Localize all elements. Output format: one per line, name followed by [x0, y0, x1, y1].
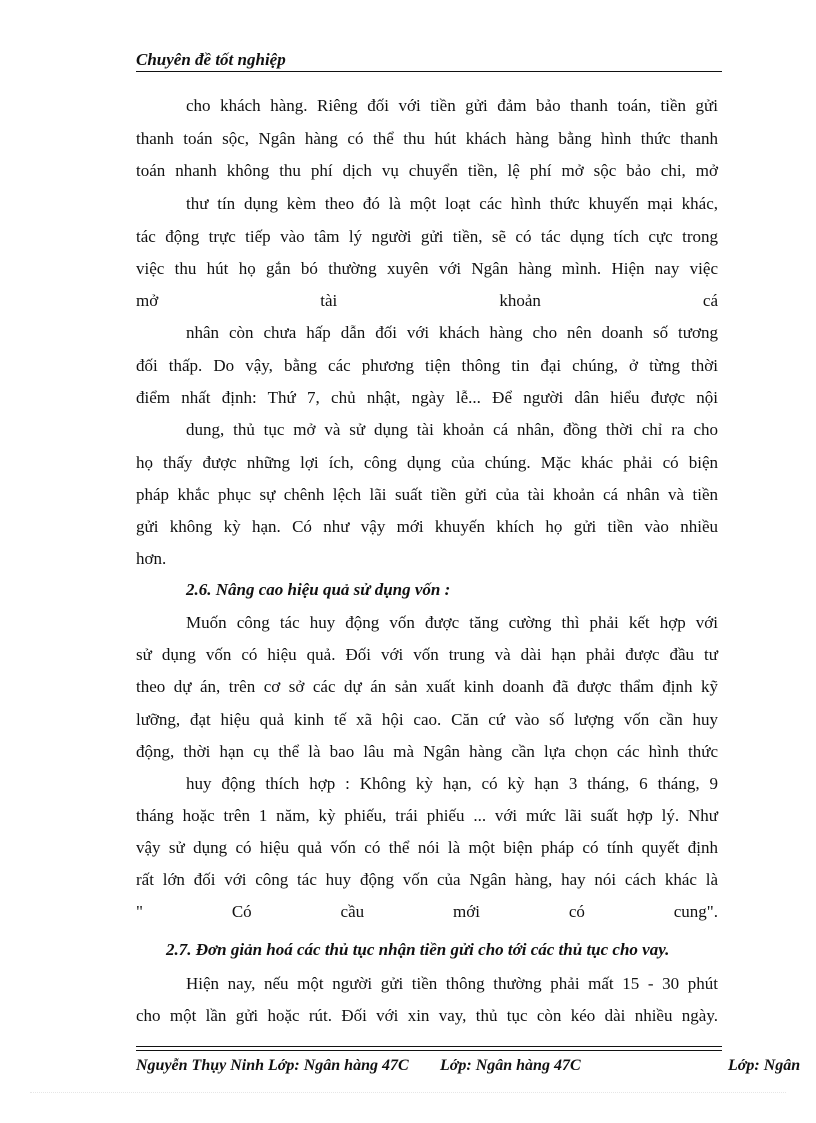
body-line: sử dụng vốn có hiệu quả. Đối với vốn trung và dài hạn phải được đầu tư [136, 645, 718, 664]
word: mới [453, 902, 480, 921]
section-heading-2-7: 2.7. Đơn giản hoá các thủ tục nhận tiền gửi cho tới các thủ tục cho vay. [166, 940, 670, 959]
word: cầu [340, 902, 365, 921]
body-line: thư tín dụng kèm theo đó là một loạt các hình thức khuyến mại khác, [186, 194, 718, 213]
body-line: pháp khắc phục sự chênh lệch lãi suất tiền gửi của tài khoản cá nhân và tiền [136, 485, 718, 504]
footer-rule [136, 1050, 722, 1051]
body-line: nhân còn chưa hấp dẫn đối với khách hàng cho nên doanh số tương [186, 323, 718, 342]
body-line: Muốn công tác huy động vốn được tăng cường thì phải kết hợp với [186, 613, 718, 632]
header-title: Chuyên đề tốt nghiệp [136, 50, 286, 69]
word: khoản [499, 291, 541, 310]
body-line: đối thấp. Do vậy, bằng các phương tiện thông tin đại chúng, ở từng thời [136, 356, 718, 375]
word: Có [231, 902, 252, 921]
body-line: tháng hoặc trên 1 năm, kỳ phiếu, trái phiếu ... với mức lãi suất hợp lý. Như [136, 806, 718, 825]
body-line: động, thời hạn cụ thể là bao lâu mà Ngân hàng cần lựa chọn các hình thức [136, 742, 718, 761]
body-line: theo dự án, trên cơ sở các dự án sản xuất kinh doanh đã được thẩm định kỹ [136, 677, 718, 696]
body-line: rất lớn đối với công tác huy động vốn của Ngân hàng, hay nói cách khác là [136, 870, 718, 889]
body-line: thanh toán sộc, Ngân hàng có thể thu hút khách hàng bằng hình thức thanh [136, 129, 718, 148]
word: có [568, 902, 585, 921]
section-heading-2-6: 2.6. Nâng cao hiệu quả sử dụng vốn : [186, 580, 451, 599]
body-line: huy động thích hợp : Không kỳ hạn, có kỳ hạn 3 tháng, 6 tháng, 9 [186, 774, 718, 793]
footer-author: Nguyễn Thụy Ninh Lớp: Ngân hàng 47C [136, 1057, 409, 1074]
word: tài [320, 291, 338, 310]
body-line: dung, thủ tục mở và sử dụng tài khoản cá nhân, đồng thời chỉ ra cho [186, 420, 718, 439]
body-line: gửi không kỳ hạn. Có như vậy mới khuyến khích họ gửi tiền vào nhiều [136, 517, 718, 536]
body-line: hơn. [136, 549, 167, 568]
body-line: toán nhanh không thu phí dịch vụ chuyển tiền, lệ phí mở sộc bảo chi, mở [136, 161, 718, 180]
body-line-spread [136, 289, 718, 313]
body-line-spread [136, 900, 718, 924]
body-line: lưỡng, đạt hiệu quả kinh tế xã hội cao. Căn cứ vào số lượng vốn cần huy [136, 710, 718, 729]
body-line: việc thu hút họ gắn bó thường xuyên với Ngân hàng mình. Hiện nay việc [136, 259, 718, 278]
page-header [136, 46, 722, 72]
word: mở [136, 291, 159, 310]
page-bottom-edge [30, 1092, 786, 1093]
word: " [136, 902, 143, 921]
word: cung". [673, 902, 718, 921]
body-line: họ thấy được những lợi ích, công dụng của chúng. Mặc khác phải có biện [136, 453, 718, 472]
body-line: điểm nhất định: Thứ 7, chủ nhật, ngày lễ... Để người dân hiểu được nội [136, 388, 718, 407]
body-line: vậy sử dụng có hiệu quả vốn có thể nói là một biện pháp có tính quyết định [136, 838, 718, 857]
header-rule [136, 71, 722, 72]
footer-rule [136, 1046, 722, 1047]
body-line: Hiện nay, nếu một người gửi tiền thông thường phải mất 15 - 30 phút [186, 974, 718, 993]
word: cá [702, 291, 718, 310]
body-line: tác động trực tiếp vào tâm lý người gửi tiền, sẽ có tác dụng tích cực trong [136, 227, 718, 246]
body-line: cho một lần gửi hoặc rút. Đối với xin vay, thủ tục còn kéo dài nhiều ngày. [136, 1006, 718, 1025]
body-line: cho khách hàng. Riêng đối với tiền gửi đảm bảo thanh toán, tiền gửi [186, 96, 718, 115]
footer-class-label: Lớp: Ngân [728, 1057, 801, 1074]
footer-overlap-fragment: Lớp: Ngân hàng 47C [440, 1057, 581, 1074]
